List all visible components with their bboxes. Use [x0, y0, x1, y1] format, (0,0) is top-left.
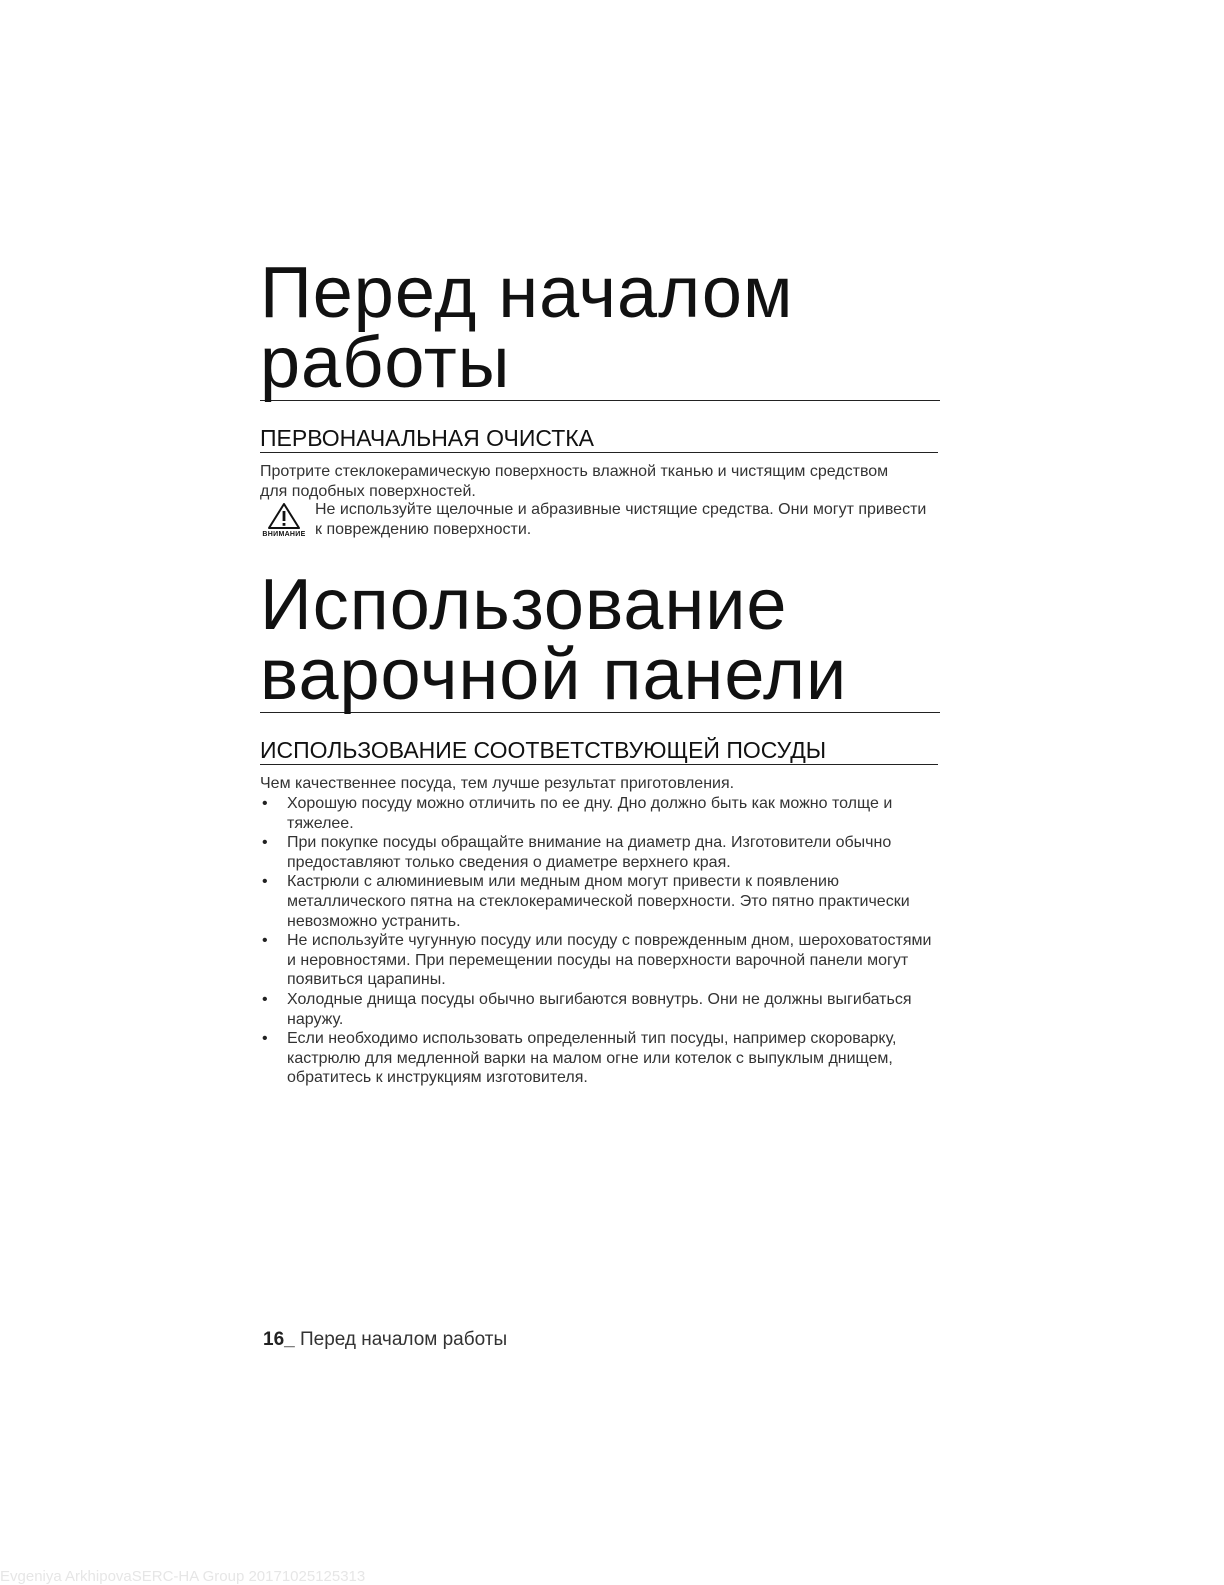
section-title-using-hob: [260, 565, 940, 715]
cookware-intro: Чем качественнее посуда, тем лучше результат приготовления.: [260, 775, 735, 792]
page-footer: [263, 1329, 507, 1351]
subheading-suitable-cookware: ИСПОЛЬЗОВАНИЕ СООТВЕТСТВУЮЩЕЙ ПОСУДЫ: [260, 737, 938, 765]
list-item: • Не используйте чугунную посуду или посуду с поврежденным дном, шероховатостями и неровностями. При перемещении посуды на поверхности варочной панели могут появиться царапины.: [260, 931, 944, 990]
cookware-bullet-list: [260, 794, 944, 1088]
cleaning-paragraph: Протрите стеклокерамическую поверхность влажной тканью и чистящим средством для подобных поверхностей.: [260, 463, 889, 500]
subheading-initial-cleaning: ПЕРВОНАЧАЛЬНАЯ ОЧИСТКА: [260, 425, 938, 453]
section-title-line1: Использование: [260, 565, 788, 645]
footer-title: Перед началом работы: [299, 1329, 508, 1350]
list-item: • Холодные днища посуды обычно выгибаются вовнутрь. Они не должны выгибаться наружу.: [260, 990, 944, 1029]
caution-badge: [258, 502, 310, 542]
list-item: • При покупке посуды обращайте внимание на диаметр дна. Изготовители обычно предоставляют только сведения о диаметре верхнего края.: [260, 833, 944, 872]
page-number: 16_: [263, 1329, 295, 1350]
list-item: • Если необходимо использовать определенный тип посуды, например скороварку, кастрюлю для медленной варки на малом огне или котелок с выпуклым днищем, обратитесь к инструкциям изготовителя.: [260, 1029, 944, 1088]
list-item: • Хорошую посуду можно отличить по ее дну. Дно должно быть как можно толще и тяжелее.: [260, 794, 944, 833]
caution-label: ВНИМАНИЕ: [262, 531, 306, 538]
watermark: Evgeniya ArkhipovaSERC-HA Group 20171025125313: [0, 1568, 366, 1585]
caution-text: Не используйте щелочные и абразивные чистящие средства. Они могут привести к повреждению поверхности.: [315, 501, 927, 538]
section-title-line1: Перед началом: [260, 253, 794, 333]
caution-note: [258, 500, 938, 544]
section-title-line2: варочной панели: [260, 635, 848, 715]
section-title-before-use: [260, 253, 940, 403]
warning-triangle-icon: [267, 502, 301, 530]
section-title-line2: работы: [260, 323, 511, 403]
list-item: • Кастрюли с алюминиевым или медным дном могут привести к появлению металлического пятна на стеклокерамической поверхности. Это пятно практически невозможно устранить.: [260, 872, 944, 931]
